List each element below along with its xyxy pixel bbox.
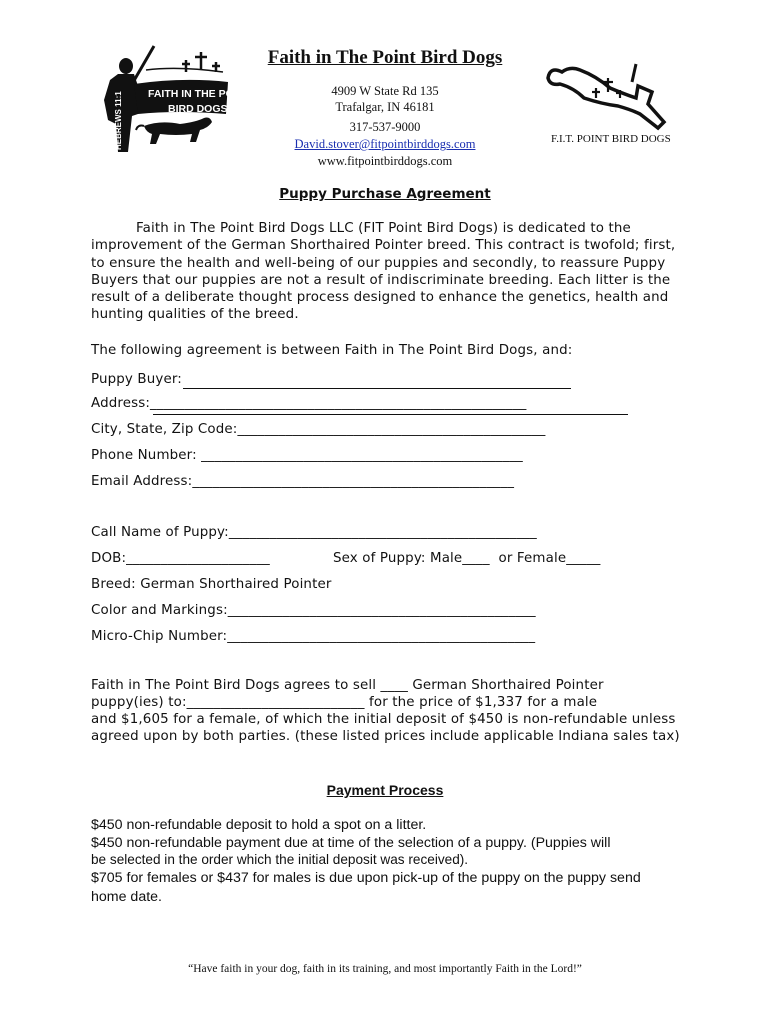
- logo-text-line2: BIRD DOGS: [168, 103, 228, 115]
- sale-line-2: puppy(ies) to:__________________________ for the price of $1,337 for a male: [91, 695, 598, 710]
- agreement-heading: Puppy Purchase Agreement: [279, 186, 491, 202]
- company-phone: 317-537-9000: [349, 120, 421, 134]
- sale-line-3: and $1,605 for a female, of which the initial deposit of $450 is non-refundable unless: [91, 712, 676, 727]
- payment-line-5: home date.: [91, 889, 162, 905]
- email-address-field[interactable]: Email Address:_______________________________________________: [91, 474, 515, 489]
- logo-caption: F.I.T. POINT BIRD DOGS: [551, 133, 671, 145]
- logo-text-line1: FAITH IN THE POINT: [148, 88, 251, 100]
- company-email-link[interactable]: David.stover@fitpointbirddogs.com: [294, 137, 476, 151]
- company-title: Faith in The Point Bird Dogs: [267, 47, 503, 68]
- payment-heading: Payment Process: [326, 782, 444, 798]
- breed-text: Breed: German Shorthaired Pointer: [91, 577, 332, 592]
- sale-line-4: agreed upon by both parties. (these listed prices include applicable Indiana sales tax): [91, 729, 680, 744]
- payment-line-2: $450 non-refundable payment due at time of the selection of a puppy. (Puppies will: [91, 835, 611, 851]
- logo-vertical-text: HEBREWS 11:1: [114, 91, 123, 150]
- call-name-field[interactable]: Call Name of Puppy:_____________________________________________: [91, 525, 537, 540]
- city-state-zip-field[interactable]: City, State, Zip Code:_____________________________________________: [91, 422, 546, 437]
- payment-line-4: $705 for females or $437 for males is due upon pick-up of the puppy on the puppy send: [91, 870, 641, 886]
- color-markings-field[interactable]: Color and Markings:_____________________________________________: [91, 603, 536, 618]
- puppy-buyer-label: Puppy Buyer:: [91, 372, 182, 387]
- address-field[interactable]: Address:_______________________________________________________: [91, 396, 527, 411]
- company-address-line2: Trafalgar, IN 46181: [335, 100, 435, 114]
- footer-quote: “Have faith in your dog, faith in its training, and most importantly Faith in the Lord!”: [188, 963, 582, 975]
- company-address-line1: 4909 W State Rd 135: [331, 84, 439, 98]
- agreement-between: The following agreement is between Faith in The Point Bird Dogs, and:: [91, 343, 573, 358]
- sale-line-1: Faith in The Point Bird Dogs agrees to sell ____ German Shorthaired Pointer: [91, 678, 604, 693]
- microchip-field[interactable]: Micro-Chip Number:_____________________________________________: [91, 629, 536, 644]
- sex-of-puppy-field[interactable]: Sex of Puppy: Male____ or Female_____: [333, 551, 601, 566]
- address-second-line[interactable]: [153, 414, 628, 415]
- dob-field[interactable]: DOB:_____________________: [91, 551, 270, 566]
- payment-line-1: $450 non-refundable deposit to hold a spot on a litter.: [91, 817, 427, 833]
- payment-line-3: be selected in the order which the initial deposit was received).: [91, 852, 469, 867]
- company-website: www.fitpointbirddogs.com: [317, 154, 453, 168]
- phone-number-field[interactable]: Phone Number: _______________________________________________: [91, 448, 523, 463]
- puppy-buyer-line[interactable]: [183, 388, 571, 389]
- agreement-intro: Faith in The Point Bird Dogs LLC (FIT Point Bird Dogs) is dedicated to the improvement of the German Shorthaired Pointer breed. This contract is twofold; first, to ensure the health and well-being of our puppies and secondly, to reassure Puppy Buyers that our puppies are not a result of indiscriminate breeding. Each litter is the result of a deliberate thought process designed to enhance the genetics, health and hunting qualities of the breed.: [91, 221, 676, 323]
